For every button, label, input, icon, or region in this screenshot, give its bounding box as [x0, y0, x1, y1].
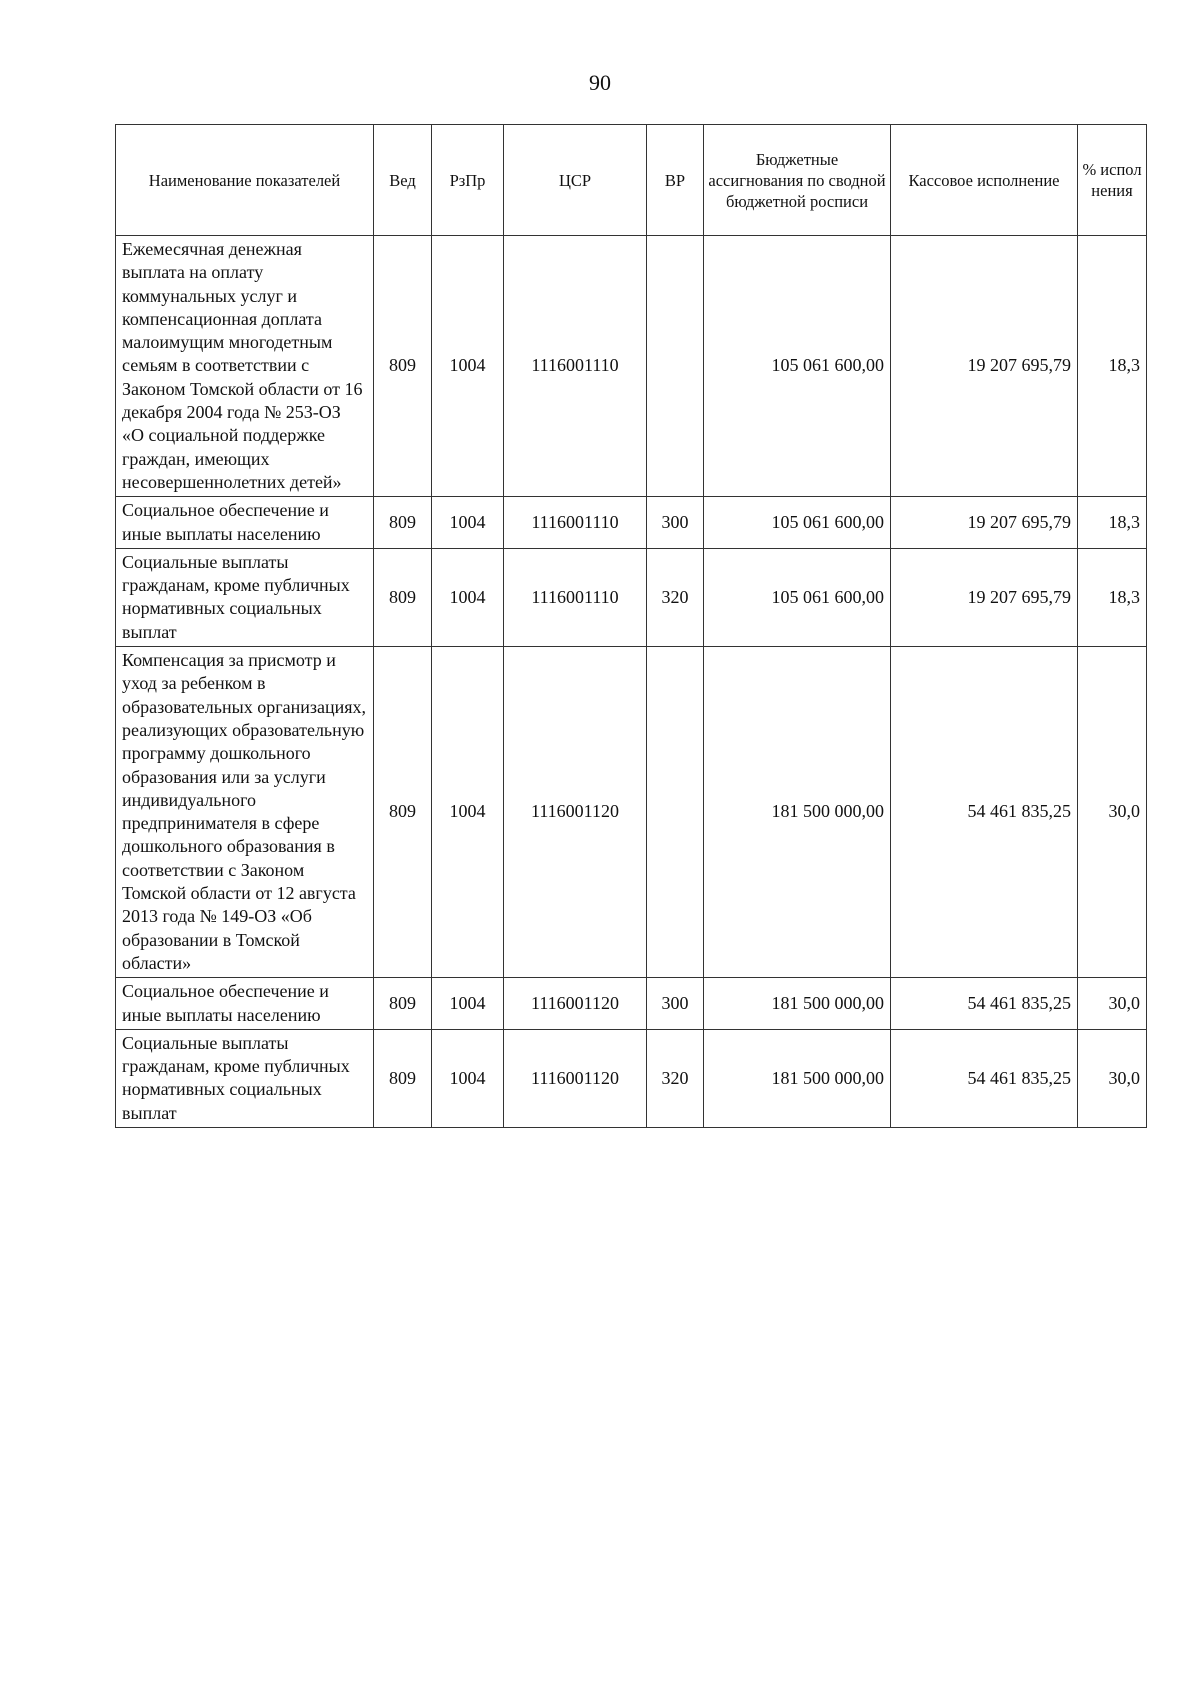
header-vr: ВР [647, 125, 704, 236]
row-vr: 300 [647, 497, 704, 549]
table-row [116, 497, 1147, 549]
row-pct: 30,0 [1078, 1029, 1147, 1127]
row-ved: 809 [374, 236, 432, 497]
row-name: Компенсация за присмотр и уход за ребенком в образовательных организациях, реализующих образовательную программу дошкольного образования или за услуги индивидуального предпринимателя в сфере дошкольного образования в соответствии с Законом Томской области от 12 августа 2013 года № 149-ОЗ «Об образовании в Томской области» [116, 647, 374, 978]
row-ved: 809 [374, 497, 432, 549]
row-pct: 18,3 [1078, 548, 1147, 646]
row-rzpr: 1004 [432, 647, 504, 978]
page-number: 90 [589, 70, 611, 95]
row-rzpr: 1004 [432, 548, 504, 646]
row-pct: 30,0 [1078, 647, 1147, 978]
row-cash: 54 461 835,25 [891, 647, 1078, 978]
row-budget: 105 061 600,00 [704, 497, 891, 549]
row-csr: 1116001120 [504, 1029, 647, 1127]
row-budget: 105 061 600,00 [704, 236, 891, 497]
row-pct: 30,0 [1078, 978, 1147, 1030]
row-cash: 54 461 835,25 [891, 1029, 1078, 1127]
row-budget: 181 500 000,00 [704, 647, 891, 978]
row-rzpr: 1004 [432, 1029, 504, 1127]
row-vr [647, 647, 704, 978]
row-ved: 809 [374, 647, 432, 978]
row-vr: 300 [647, 978, 704, 1030]
table-row [116, 978, 1147, 1030]
row-budget: 181 500 000,00 [704, 978, 891, 1030]
row-name: Социальное обеспечение и иные выплаты населению [116, 497, 374, 549]
table-row [116, 548, 1147, 646]
row-name: Социальные выплаты гражданам, кроме публичных нормативных социальных выплат [116, 1029, 374, 1127]
header-rzpr: РзПр [432, 125, 504, 236]
row-name: Ежемесячная денежная выплата на оплату коммунальных услуг и компенсационная доплата малоимущим многодетным семьям в соответствии с Законом Томской области от 16 декабря 2004 года № 253-ОЗ «О социальной поддержке граждан, имеющих несовершеннолетних детей» [116, 236, 374, 497]
row-csr: 1116001120 [504, 978, 647, 1030]
row-pct: 18,3 [1078, 497, 1147, 549]
header-ved: Вед [374, 125, 432, 236]
row-name: Социальное обеспечение и иные выплаты населению [116, 978, 374, 1030]
header-csr: ЦСР [504, 125, 647, 236]
row-csr: 1116001110 [504, 548, 647, 646]
row-ved: 809 [374, 548, 432, 646]
row-ved: 809 [374, 978, 432, 1030]
header-name: Наименование показателей [116, 125, 374, 236]
header-pct: % испол нения [1078, 125, 1147, 236]
row-cash: 19 207 695,79 [891, 236, 1078, 497]
row-rzpr: 1004 [432, 978, 504, 1030]
row-rzpr: 1004 [432, 497, 504, 549]
row-vr: 320 [647, 1029, 704, 1127]
row-cash: 19 207 695,79 [891, 497, 1078, 549]
row-budget: 105 061 600,00 [704, 548, 891, 646]
row-pct: 18,3 [1078, 236, 1147, 497]
table-row [116, 1029, 1147, 1127]
row-csr: 1116001110 [504, 497, 647, 549]
header-row [116, 125, 1147, 236]
row-cash: 54 461 835,25 [891, 978, 1078, 1030]
row-budget: 181 500 000,00 [704, 1029, 891, 1127]
header-budget: Бюджетные ассигнования по сводной бюджетной росписи [704, 125, 891, 236]
row-vr: 320 [647, 548, 704, 646]
row-cash: 19 207 695,79 [891, 548, 1078, 646]
table-row [116, 236, 1147, 497]
header-cash: Кассовое исполнение [891, 125, 1078, 236]
row-vr [647, 236, 704, 497]
row-csr: 1116001120 [504, 647, 647, 978]
row-rzpr: 1004 [432, 236, 504, 497]
row-name: Социальные выплаты гражданам, кроме публичных нормативных социальных выплат [116, 548, 374, 646]
row-csr: 1116001110 [504, 236, 647, 497]
table-row [116, 647, 1147, 978]
row-ved: 809 [374, 1029, 432, 1127]
budget-execution-table [115, 124, 1147, 1128]
